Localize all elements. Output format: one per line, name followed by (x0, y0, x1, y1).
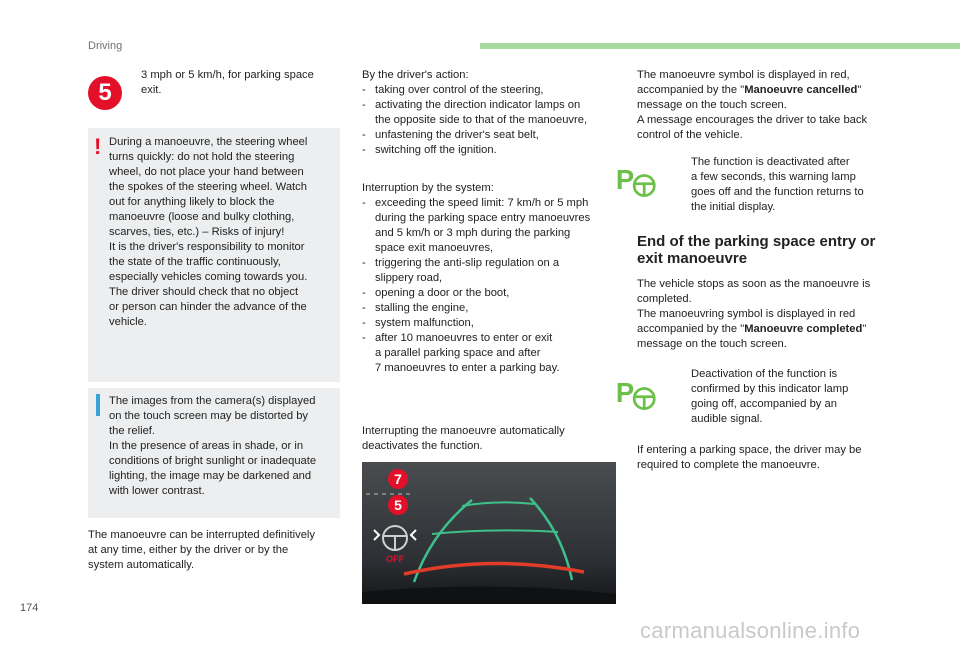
text-line: A message encourages the driver to take back (637, 114, 868, 126)
info-text (109, 394, 337, 499)
text-line: going off, accompanied by an (691, 398, 837, 410)
off-label: OFF (386, 554, 404, 564)
text-line: 3 mph or 5 km/h, for parking space (141, 69, 314, 81)
list-item: - stalling the engine, (362, 302, 469, 314)
camera-view-graphic (362, 462, 616, 604)
page-number: 174 (20, 602, 39, 614)
list-item-continued: space exit manoeuvres, (375, 242, 494, 254)
text-line: The manoeuvre symbol is displayed in red, (637, 69, 850, 81)
warning-text (109, 135, 337, 330)
text-line: If entering a parking space, the driver may be (637, 444, 862, 456)
list-item: - system malfunction, (362, 317, 474, 329)
section-heading: End of the parking space entry or exit manoeuvre (637, 233, 876, 267)
list-item: - opening a door or the boot, (362, 287, 510, 299)
text-line: The images from the camera(s) displayed (109, 395, 316, 407)
text-line: turns quickly: do not hold the steering (109, 151, 295, 163)
text-line: required to complete the manoeuvre. (637, 459, 820, 471)
list-item-continued: the opposite side to that of the manoeuvre, (375, 114, 588, 126)
text-line: lighting, the image may be darkened and (109, 470, 312, 482)
text-line: message on the touch screen. (637, 99, 787, 111)
text-line: a few seconds, this warning lamp (691, 171, 856, 183)
text-line: In the presence of areas in shade, or in (109, 440, 304, 452)
text-line: The driver should check that no object (109, 286, 299, 298)
svg-text:P: P (615, 164, 635, 196)
list-item: - unfastening the driver's seat belt, (362, 129, 539, 141)
list-item: - taking over control of the steering, (362, 84, 544, 96)
driver-action-block (362, 68, 622, 158)
interruption-intro (88, 528, 348, 573)
confirm-text (691, 367, 891, 427)
text-line: manoeuvre (loose and bulky clothing, (109, 211, 295, 223)
list-item: - exceeding the speed limit: 7 km/h or 5 mph (362, 197, 589, 209)
text-line: exit. (141, 84, 162, 96)
list-item-continued: during the parking space entry manoeuvres (375, 212, 591, 224)
list-item-continued: 7 manoeuvres to enter a parking bay. (375, 362, 560, 374)
text-line: especially vehicles coming towards you. (109, 271, 308, 283)
auto-interrupt-text (362, 424, 624, 454)
end-manoeuvre-text (637, 277, 909, 352)
final-note-text (637, 443, 909, 473)
text-line: control of the vehicle. (637, 129, 743, 141)
cancel-message-text (637, 68, 907, 143)
list-item-continued: a parallel parking space and after (375, 347, 541, 359)
text-line: out for anything likely to block the (109, 196, 275, 208)
text-line: completed. (637, 293, 692, 305)
text-line: The manoeuvre can be interrupted definitively (88, 529, 315, 541)
info-callout (88, 388, 340, 518)
park-assist-warning-icon (615, 160, 657, 207)
list-item: - after 10 manoeuvres to enter or exit (362, 332, 553, 344)
list-item: - triggering the anti-slip regulation on a (362, 257, 560, 269)
text-line: confirmed by this indicator lamp (691, 383, 849, 395)
text-line: It is the driver's responsibility to monitor (109, 241, 305, 253)
list-item-continued: and 5 km/h or 3 mph during the parking (375, 227, 571, 239)
section-title: Driving (88, 40, 123, 52)
text-line: accompanied by the "Manoeuvre cancelled" (637, 84, 862, 96)
text-line: conditions of bright sunlight or inadequate (109, 455, 317, 467)
text-line: The function is deactivated after (691, 156, 850, 168)
callout-7: 7 (394, 471, 402, 487)
list-item: - switching off the ignition. (362, 144, 497, 156)
text-line: The vehicle stops as soon as the manoeuvre is (637, 278, 871, 290)
park-assist-indicator-icon (615, 373, 657, 420)
text-line: the state of the traffic continuously, (109, 256, 281, 268)
list-title: Interruption by the system: (362, 182, 494, 194)
deactivated-text (691, 155, 891, 215)
info-icon (96, 394, 100, 416)
system-interruption-block (362, 181, 624, 376)
text-line: at any time, either by the driver or by the (88, 544, 289, 556)
text-line: goes off and the function returns to (691, 186, 864, 198)
text-line: During a manoeuvre, the steering wheel (109, 136, 308, 148)
text-line: or person can hinder the advance of the (109, 301, 307, 313)
touch-screen-illustration (362, 462, 616, 604)
text-line: vehicle. (109, 316, 147, 328)
text-line: the relief. (109, 425, 156, 437)
text-line: scarves, ties, etc.) – Risks of injury! (109, 226, 285, 238)
text-line: audible signal. (691, 413, 763, 425)
text-line: the spokes of the steering wheel. Watch (109, 181, 307, 193)
svg-text:P: P (615, 377, 635, 409)
list-item-continued: slippery road, (375, 272, 443, 284)
warning-icon: ! (94, 134, 102, 159)
watermark: carmanualsonline.info (640, 618, 861, 643)
list-title: By the driver's action: (362, 69, 469, 81)
text-line: system automatically. (88, 559, 195, 571)
text-line: the initial display. (691, 201, 776, 213)
warning-callout (88, 128, 340, 382)
text-line: Interrupting the manoeuvre automatically (362, 425, 565, 437)
text-line: deactivates the function. (362, 440, 483, 452)
intro-text (141, 68, 341, 98)
list-item: - activating the direction indicator lamps on (362, 99, 581, 111)
text-line: message on the touch screen. (637, 338, 787, 350)
section-bar (480, 43, 960, 49)
text-line: Deactivation of the function is (691, 368, 838, 380)
text-line: with lower contrast. (109, 485, 205, 497)
text-line: accompanied by the "Manoeuvre completed" (637, 323, 867, 335)
step-number-badge: 5 (88, 76, 122, 110)
text-line: on the touch screen may be distorted by (109, 410, 309, 422)
text-line: The manoeuvring symbol is displayed in red (637, 308, 856, 320)
callout-5: 5 (394, 497, 402, 513)
text-line: wheel, do not place your hand between (109, 166, 304, 178)
